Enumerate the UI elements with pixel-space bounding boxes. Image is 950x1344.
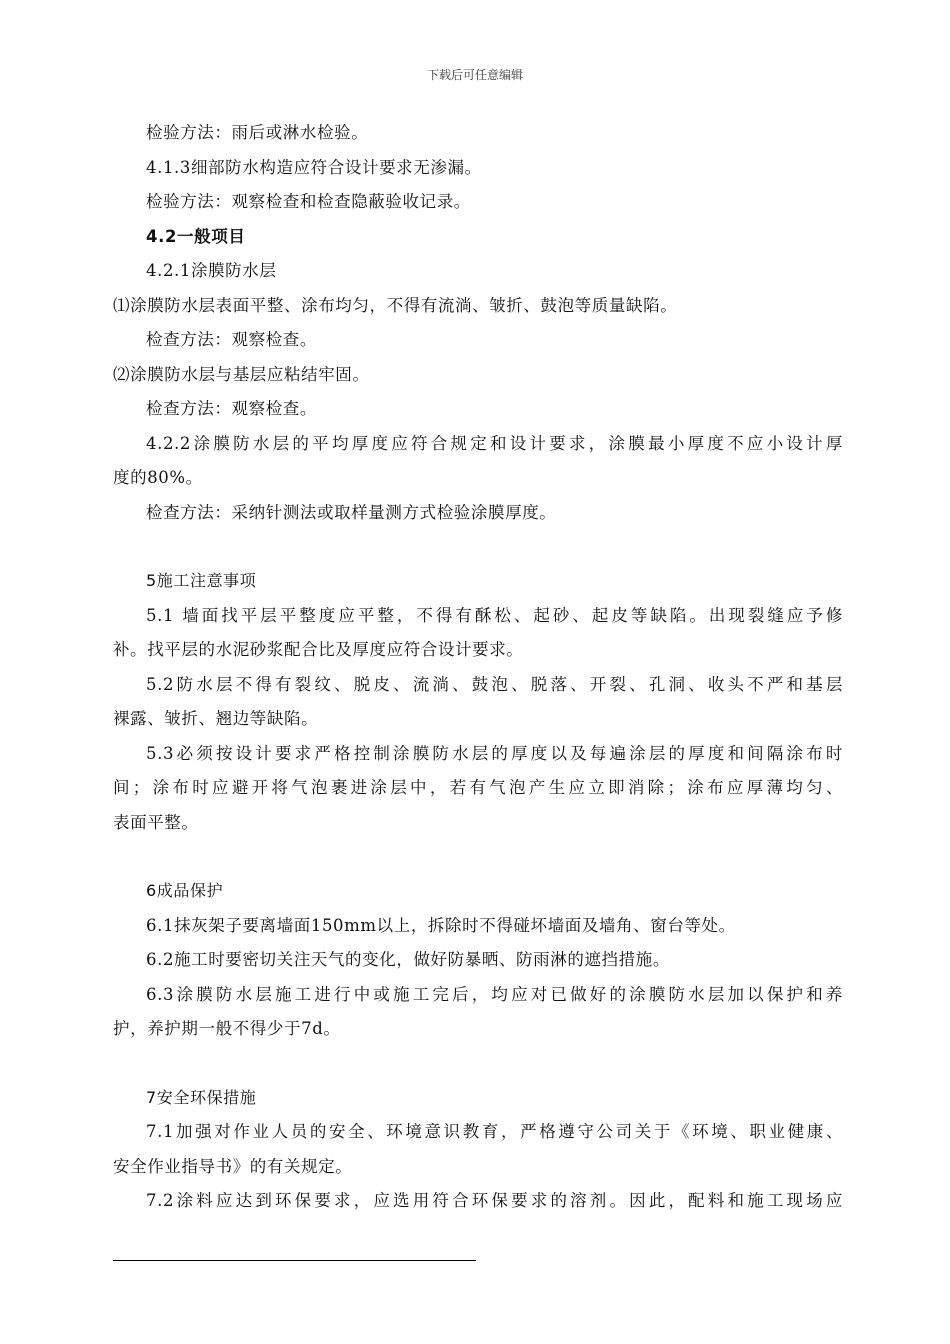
paragraph: 7.1加强对作业人员的安全、环境意识教育，严格遵守公司关于《环境、职业健康、 <box>146 1122 843 1141</box>
spacer <box>113 530 843 564</box>
paragraph-cont: 安全作业指导书》的有关规定。 <box>113 1156 353 1176</box>
paragraph-cont: 度的80%。 <box>113 468 203 487</box>
paragraph: 5.2防水层不得有裂纹、脱皮、流淌、鼓泡、脱落、开裂、孔洞、收头不严和基层 <box>146 674 843 694</box>
paragraph: 5.3必须按设计要求严格控制涂膜防水层的厚度以及每遍涂层的厚度和间隔涂布时 <box>146 743 843 763</box>
spacer <box>113 840 843 874</box>
section-heading-7: 7安全环保措施 <box>146 1087 257 1107</box>
paragraph: 检查方法：观察检查。 <box>146 330 317 349</box>
spacer <box>113 1047 843 1081</box>
paragraph: 检查方法：观察检查。 <box>146 399 317 418</box>
paragraph-cont: 表面平整。 <box>113 812 199 832</box>
section-heading-5: 5施工注意事项 <box>146 571 257 590</box>
section-heading-4-2: 4.2一般项目 <box>146 226 246 246</box>
paragraph: 6.2施工时要密切关注天气的变化，做好防暴晒、防雨淋的遮挡措施。 <box>146 950 670 969</box>
paragraph-cont: 护，养护期一般不得少于7d。 <box>113 1019 341 1038</box>
footnote-separator <box>113 1260 476 1261</box>
paragraph: 检验方法：观察检查和检查隐蔽验收记录。 <box>146 192 471 211</box>
paragraph: 4.1.3细部防水构造应符合设计要求无渗漏。 <box>146 157 482 177</box>
paragraph-cont: 间；涂布时应避开将气泡裹进涂层中，若有气泡产生应立即消除；涂布应厚薄均匀、 <box>113 778 843 797</box>
paragraph-cont: 补。找平层的水泥砂浆配合比及厚度应符合设计要求。 <box>113 640 524 659</box>
paragraph-cont: 裸露、皱折、翘边等缺陷。 <box>113 709 319 728</box>
paragraph: 7.2涂料应达到环保要求，应选用符合环保要求的溶剂。因此，配料和施工现场应 <box>146 1191 843 1210</box>
document-body <box>113 116 843 1219</box>
paragraph: 4.2.2涂膜防水层的平均厚度应符合规定和设计要求，涂膜最小厚度不应小设计厚 <box>146 433 843 453</box>
paragraph: 5.1 墙面找平层平整度应平整，不得有酥松、起砂、起皮等缺陷。出现裂缝应予修 <box>146 605 843 625</box>
paragraph: ⑵涂膜防水层与基层应粘结牢固。 <box>113 364 370 384</box>
page-header: 下载后可任意编辑 <box>426 68 523 82</box>
paragraph: 4.2.1涂膜防水层 <box>146 261 277 280</box>
paragraph: 检验方法：雨后或淋水检验。 <box>146 123 369 142</box>
paragraph: 6.1抹灰架子要离墙面150mm以上，拆除时不得碰坏墙面及墙角、窗台等处。 <box>146 915 736 935</box>
paragraph: 6.3涂膜防水层施工进行中或施工完后，均应对已做好的涂膜防水层加以保护和养 <box>146 984 843 1004</box>
paragraph: ⑴涂膜防水层表面平整、涂布均匀，不得有流淌、皱折、鼓泡等质量缺陷。 <box>113 295 678 315</box>
section-heading-6: 6成品保护 <box>146 881 224 900</box>
paragraph: 检查方法：采纳针测法或取样量测方式检验涂膜厚度。 <box>146 502 557 522</box>
